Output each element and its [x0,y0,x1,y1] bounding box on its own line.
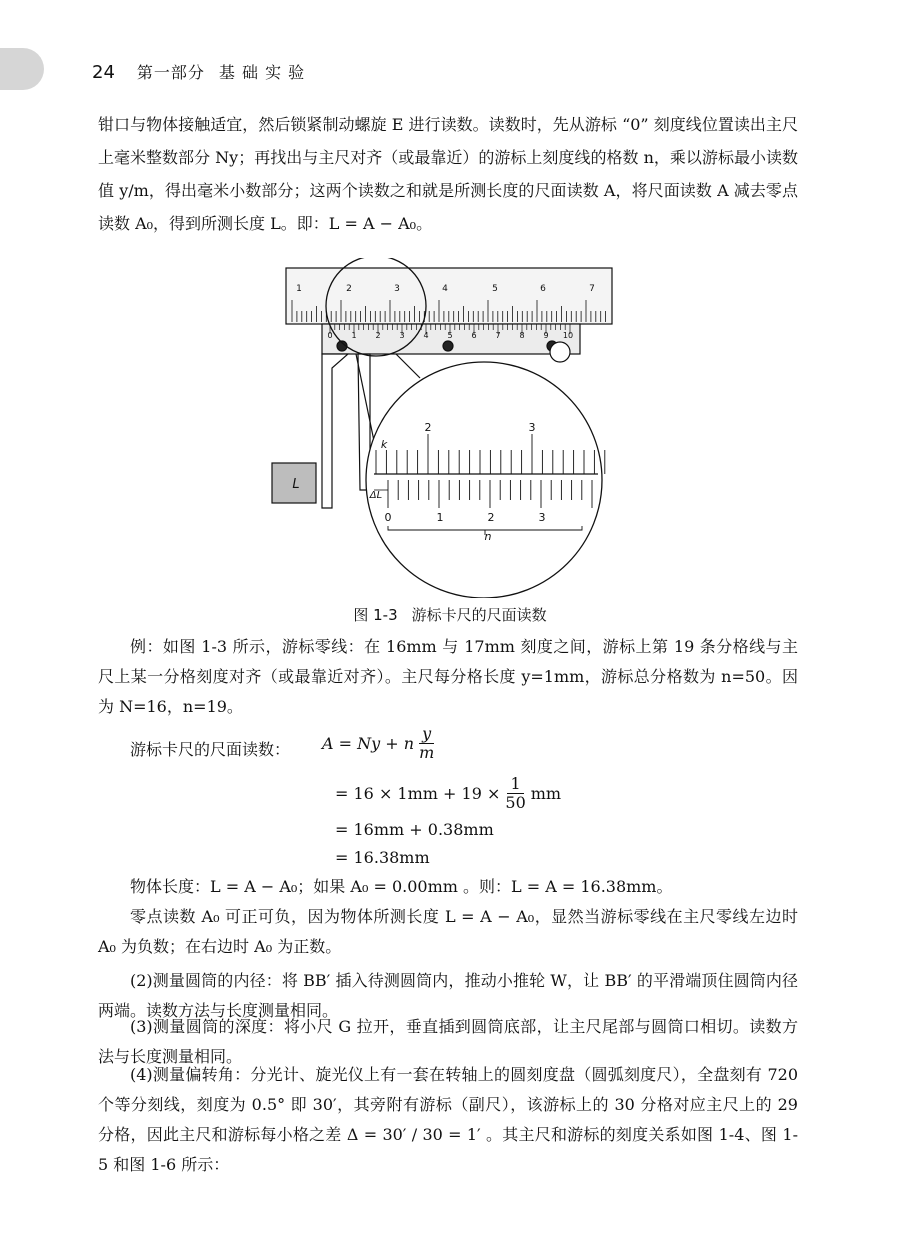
vernier-caliper-figure [270,258,640,598]
zoom-vernier-label: 0 [384,511,392,524]
main-scale-label: 2 [346,284,352,294]
paragraph-object-length: 物体长度：L = A − A₀；如果 A₀ = 0.00mm 。则：L = A = 16.38mm。 [130,877,673,896]
paragraph-deflection-angle: (4)测量偏转角：分光计、旋光仪上有一套在转轴上的圆刻度盘（圆弧刻度尺），全盘刻有 720 个等分刻线，刻度为 0.5° 即 30′，其旁附有游标（副尺），该游标上的 30 分格对应主尺上的 29 分格，因此主尺和游标每小格之差 Δ = 30′ / 30 = 1′ 。其主尺和游标的刻度关系如图 1-4、图 1-5 和图 1-6 所示： [98,1065,798,1174]
screw-icon [443,341,453,351]
formula-line2-post: mm [530,784,562,803]
formula-line-1 [322,725,439,762]
zoom-vernier-label: 1 [436,511,444,524]
page-number: 24 [92,62,115,83]
fraction-1-over-50 [502,775,528,812]
vernier-label: 3 [399,331,405,340]
formula-line-3: = 16mm + 0.38mm [335,820,494,839]
vernier-label: 4 [423,331,429,340]
object-l-label: L [292,477,300,492]
fraction-numerator: y [419,725,434,744]
lower-jaw-fixed [322,354,348,508]
paragraph-inner-diameter: (2)测量圆筒的内径：将 BB′ 插入待测圆筒内，推动小推轮 W，让 BB′ 的平滑端顶住圆筒内径两端。读数方法与长度测量相同。 [98,971,798,1020]
vernier-label: 10 [562,331,574,340]
magnifier-connector [396,354,420,378]
paragraph-reading-method: 钳口与物体接触适宜，然后锁紧制动螺旋 E 进行读数。读数时，先从游标 “0” 刻度线位置读出主尺上毫米整数部分 Ny；再找出与主尺对齐（或最靠近）的游标上刻度线的格数 n，乘以游标最小读数值 y/m，得出毫米小数部分；这两个读数之和就是所测长度的尺面读数 A，将尺面读数 A 减去零点读数 A₀，得到所测长度 L。即：L = A − A₀。 [98,115,798,233]
vernier-label: 0 [327,331,333,340]
part-title: 第一部分 [136,63,205,82]
formula-line-4: = 16.38mm [335,848,430,867]
caption-text: 游标卡尺的尺面读数 [411,606,547,624]
fraction-denominator: 50 [505,793,526,812]
caliper-drawing [272,258,612,598]
formula-line1-lhs: A = Ny + n [322,734,415,753]
zoom-main-label: 2 [424,421,432,434]
vernier-label: 5 [447,331,453,340]
paragraph-depth: (3)测量圆筒的深度：将小尺 G 拉开，垂直插到圆筒底部，让主尺尾部与圆筒口相切。读数方法与长度测量相同。 [98,1017,798,1066]
main-scale-label: 6 [540,284,546,294]
main-scale-label: 5 [492,284,498,294]
formula-label: 游标卡尺的尺面读数： [130,740,291,759]
fraction-y-over-m [416,725,437,762]
page-tab-marker [0,48,44,90]
running-header [92,60,305,83]
vernier-label: 1 [351,331,357,340]
n-label: n [484,530,492,543]
zoom-vernier-label: 2 [487,511,495,524]
magnifier-circle-large [366,362,602,598]
thumb-wheel [550,342,570,362]
paragraph-example: 例：如图 1-3 所示，游标零线：在 16mm 与 17mm 刻度之间，游标上第 19 条分格线与主尺上某一分格刻度对齐（或最靠近对齐）。主尺每分格长度 y=1mm，游标总分格数为 n=50。因为 N=16，n=19。 [98,637,798,716]
delta-l-label: ΔL [369,490,383,501]
vernier-label: 2 [375,331,381,340]
figure-caption [0,604,900,625]
vernier-label: 9 [543,331,549,340]
main-scale-label: 4 [442,284,448,294]
main-scale-label: 7 [589,284,595,294]
main-scale-label: 3 [394,284,400,294]
paragraph-zero-reading: 零点读数 A₀ 可正可负，因为物体所测长度 L = A − A₀，显然当游标零线在主尺零线左边时 A₀ 为负数；在右边时 A₀ 为正数。 [98,907,798,956]
formula-line2-pre: = 16 × 1mm + 19 × [335,784,501,803]
caption-number: 图 1-3 [353,606,398,624]
running-title [137,60,305,83]
main-scale-label: 1 [296,284,302,294]
formula-line-2 [335,775,561,812]
zoom-vernier-label: 3 [538,511,546,524]
k-label: k [380,438,388,451]
vernier-label: 8 [519,331,525,340]
vernier-label: 7 [495,331,501,340]
vernier-label: 6 [471,331,477,340]
zoom-main-label: 3 [528,421,536,434]
section-title: 基 础 实 验 [218,63,306,82]
fraction-numerator: 1 [507,775,523,794]
fraction-denominator: m [419,743,435,762]
